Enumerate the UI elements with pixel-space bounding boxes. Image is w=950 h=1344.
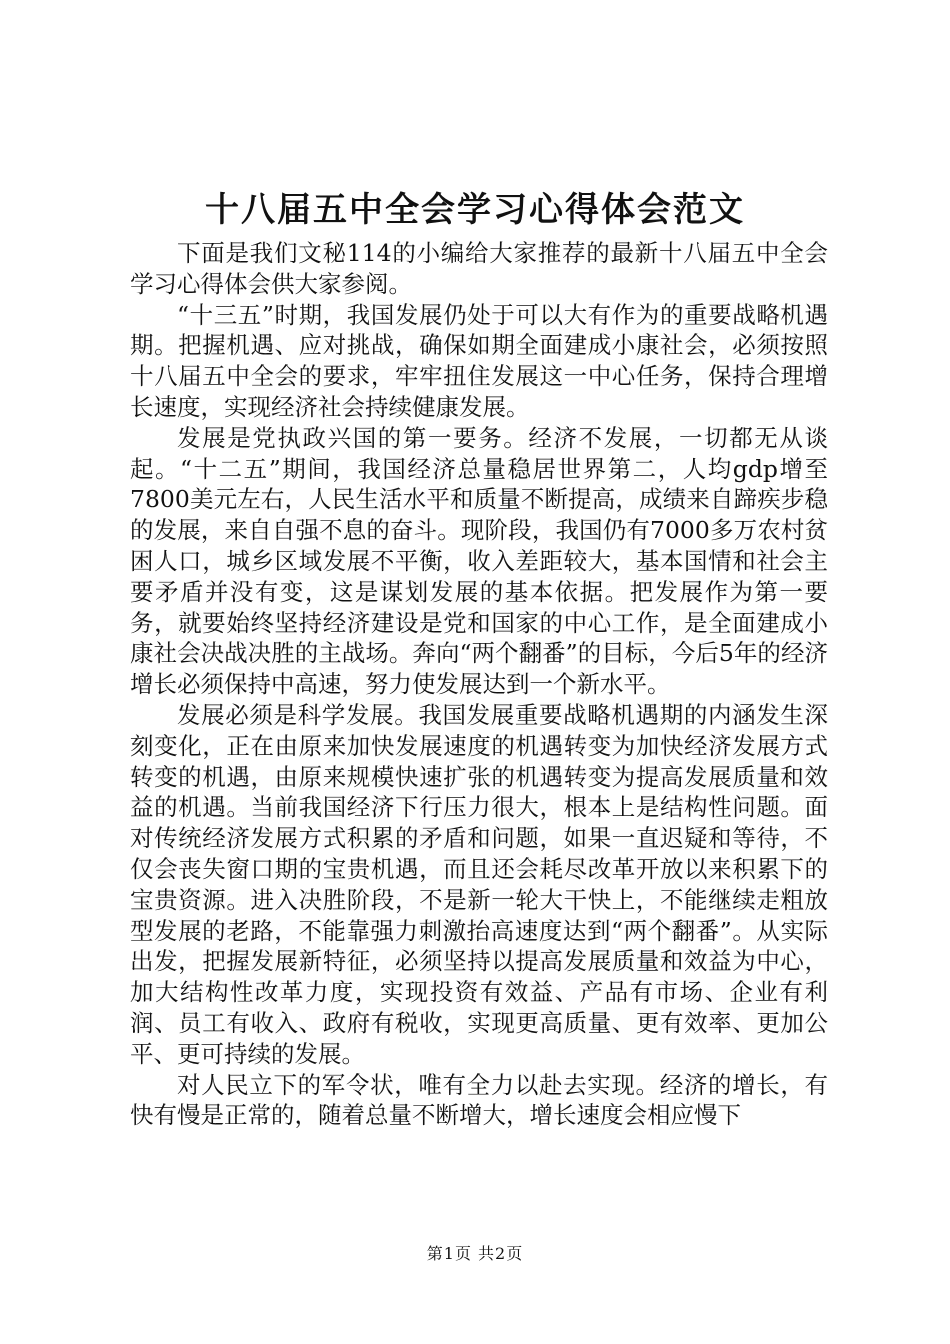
paragraph: 下面是我们文秘114的小编给大家推荐的最新十八届五中全会学习心得体会供大家参阅。 (130, 239, 828, 298)
page-footer: 第1页 共2页 (426, 1244, 524, 1263)
document-title: 十八届五中全会学习心得体会范文 (205, 190, 745, 230)
paragraph: “十三五”时期，我国发展仍处于可以大有作为的重要战略机遇期。把握机遇、应对挑战，确保如期全面建成小康社会，必须按照十八届五中全会的要求，牢牢扭住发展这一中心任务，保持合理增长速度，实现经济社会持续健康发展。 (130, 300, 828, 421)
paragraph: 发展必须是科学发展。我国发展重要战略机遇期的内涵发生深刻变化，正在由原来加快发展速度的机遇转变为加快经济发展方式转变的机遇，由原来规模快速扩张的机遇转变为提高发展质量和效益的机遇。当前我国经济下行压力很大，根本上是结构性问题。面对传统经济发展方式积累的矛盾和问题，如果一直迟疑和等待，不仅会丧失窗口期的宝贵机遇，而且还会耗尽改革开放以来积累下的宝贵资源。进入决胜阶段，不是新一轮大干快上，不能继续走粗放型发展的老路，不能靠强力刺激抬高速度达到“两个翻番”。从实际出发，把握发展新特征，必须坚持以提高发展质量和效益为中心，加大结构性改革力度，实现投资有效益、产品有市场、企业有利润、员工有收入、政府有税收，实现更高质量、更有效率、更加公平、更可持续的发展。 (130, 700, 828, 1068)
document-body (130, 238, 828, 1131)
paragraph: 发展是党执政兴国的第一要务。经济不发展，一切都无从谈起。“十二五”期间，我国经济总量稳居世界第二，人均gdp增至7800美元左右，人民生活水平和质量不断提高，成绩来自蹄疾步稳的发展，来自自强不息的奋斗。现阶段，我国仍有7000多万农村贫困人口，城乡区域发展不平衡，收入差距较大，基本国情和社会主要矛盾并没有变，这是谋划发展的基本依据。把发展作为第一要务，就要始终坚持经济建设是党和国家的中心工作，是全面建成小康社会决战决胜的主战场。奔向“两个翻番”的目标，今后5年的经济增长必须保持中高速，努力使发展达到一个新水平。 (130, 423, 828, 699)
paragraph: 对人民立下的军令状，唯有全力以赴去实现。经济的增长，有快有慢是正常的，随着总量不断增大，增长速度会相应慢下 (130, 1070, 828, 1130)
